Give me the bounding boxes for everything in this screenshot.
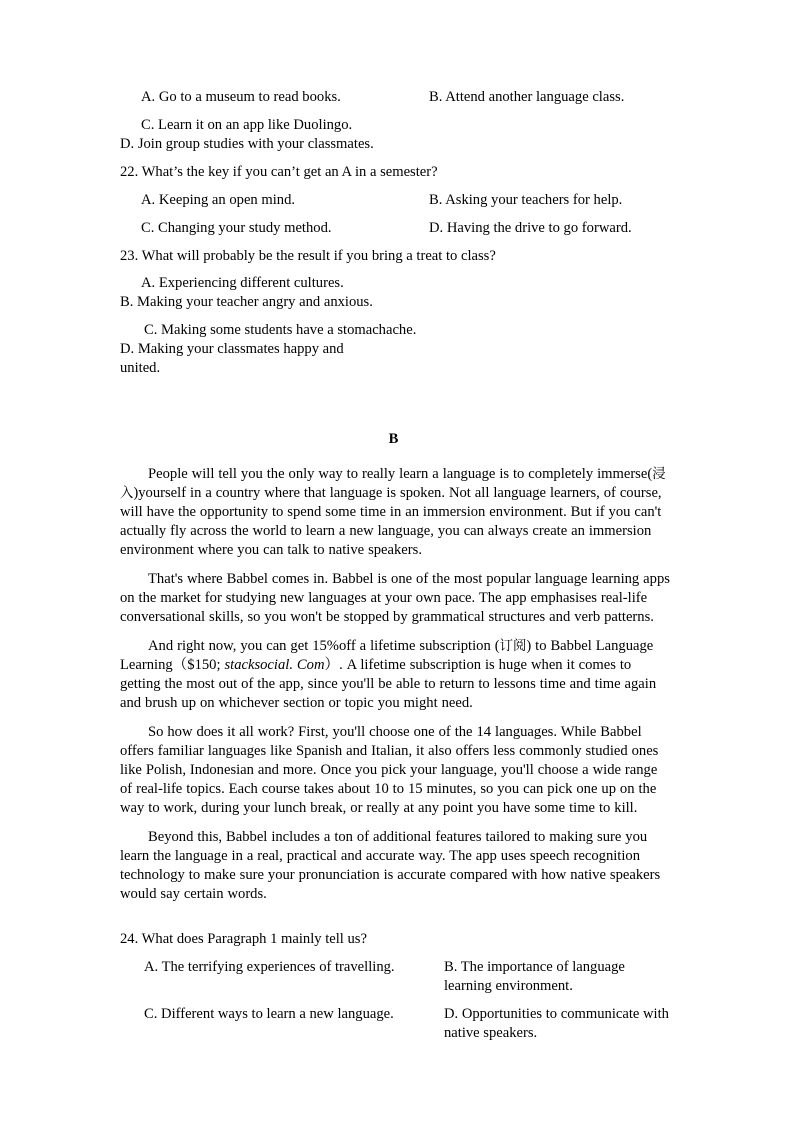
section-heading-letter: B: [388, 431, 399, 448]
q21-option-d[interactable]: D. Join group studies with your classmates.: [120, 135, 374, 152]
passage-p3-text-part1: And right now, you can get 15%off a lifetime subscription (: [148, 637, 500, 654]
q23-option-d[interactable]: D. Making your classmates happy and united.: [120, 341, 344, 377]
q22-option-a[interactable]: A. Keeping an open mind.: [141, 191, 296, 208]
q23-option-c[interactable]: C. Making some students have a stomachache.: [144, 322, 417, 339]
passage-paragraph-3: [120, 637, 673, 713]
q23-option-row-ab: [120, 274, 673, 312]
q24-option-c[interactable]: C. Different ways to learn a new language.: [144, 1006, 394, 1023]
passage-paragraph-1: [120, 465, 673, 560]
passage-paragraph-5: Beyond this, Babbel includes a ton of additional features tailored to making sure you learn the language in a real, practical and accurate way. The app uses speech recognition technology to make sure your pronunciation is accurate compared with how native speakers would say certain words.: [120, 828, 661, 902]
q23-option-a[interactable]: A. Experiencing different cultures.: [141, 275, 344, 292]
q22-option-b[interactable]: B. Asking your teachers for help.: [429, 191, 623, 208]
q22-option-row-ab: [120, 191, 673, 210]
q24-option-b[interactable]: B. The importance of language learning environment.: [444, 959, 625, 995]
q24-option-row-cd: [120, 1005, 673, 1043]
q23-option-b[interactable]: B. Making your teacher angry and anxious.: [120, 294, 373, 311]
passage-paragraph-4: So how does it all work? First, you'll choose one of the 14 languages. While Babbel offers familiar languages like Spanish and Italian, it also offers less commonly studied ones like Polish, Indonesian and more. Once you pick your language, you'll choose a wide range of real-life topics. Each course takes about 10 to 15 minutes, so you can pick one up on the way to work, during your lunch break, or really at any point you have some time to kill.: [120, 723, 659, 816]
q24-option-d[interactable]: D. Opportunities to communicate with native speakers.: [444, 1006, 669, 1042]
passage-paragraph-2: That's where Babbel comes in. Babbel is one of the most popular language learning apps on the market for studying new languages at your own pace. The app emphasises real-life conversational skills, so you won't be stopped by grammatical structures and verb patterns.: [120, 570, 670, 625]
page-content: [120, 88, 673, 1052]
q23-option-row-cd: [120, 321, 673, 378]
q21-option-row-cd: [120, 116, 673, 154]
passage-p3-gloss-subscription: 订阅: [499, 638, 527, 654]
q22-option-row-cd: [120, 219, 673, 238]
passage-p1-text-part1: People will tell you the only way to really learn a language is to completely immerse(: [148, 466, 653, 483]
passage-p3-site-name: stacksocial. Com: [224, 656, 325, 673]
q23-stem: 23. What will probably be the result if you bring a treat to class?: [120, 247, 496, 264]
q21-option-a[interactable]: A. Go to a museum to read books.: [141, 89, 341, 105]
passage-p3-text-part3: ）. A lifetime subscription is huge when it comes to getting the most out of the app, since you'll be able to return to lessons time and time again and brush up on whichever section or topic you might need.: [120, 656, 657, 711]
q21-option-b[interactable]: B. Attend another language class.: [429, 89, 625, 105]
passage-p1-text-part2: )yourself in a country where that language is spoken. Not all language learners, of course, will have the opportunity to spend some time in an immersion environment. But if you can't actually fly across the world to learn a new language, you can always create an immersion environment where you can talk to native speakers.: [120, 485, 662, 558]
q22-option-c[interactable]: C. Changing your study method.: [141, 219, 332, 236]
q22-option-d[interactable]: D. Having the drive to go forward.: [429, 219, 632, 236]
q24-option-row-ab: [120, 958, 673, 996]
passage-p1-gloss-immerse: 浸入: [120, 467, 666, 502]
q24-stem: 24. What does Paragraph 1 mainly tell us?: [120, 931, 367, 948]
q22-stem: 22. What’s the key if you can’t get an A in a semester?: [120, 163, 438, 180]
q24-option-a[interactable]: A. The terrifying experiences of travelling.: [144, 959, 395, 976]
q21-option-c[interactable]: C. Learn it on an app like Duolingo.: [141, 117, 353, 133]
q21-option-row-ab: [120, 88, 673, 107]
passage-p3-text-part2: ) to Babbel Language Learning（$150;: [120, 637, 654, 673]
